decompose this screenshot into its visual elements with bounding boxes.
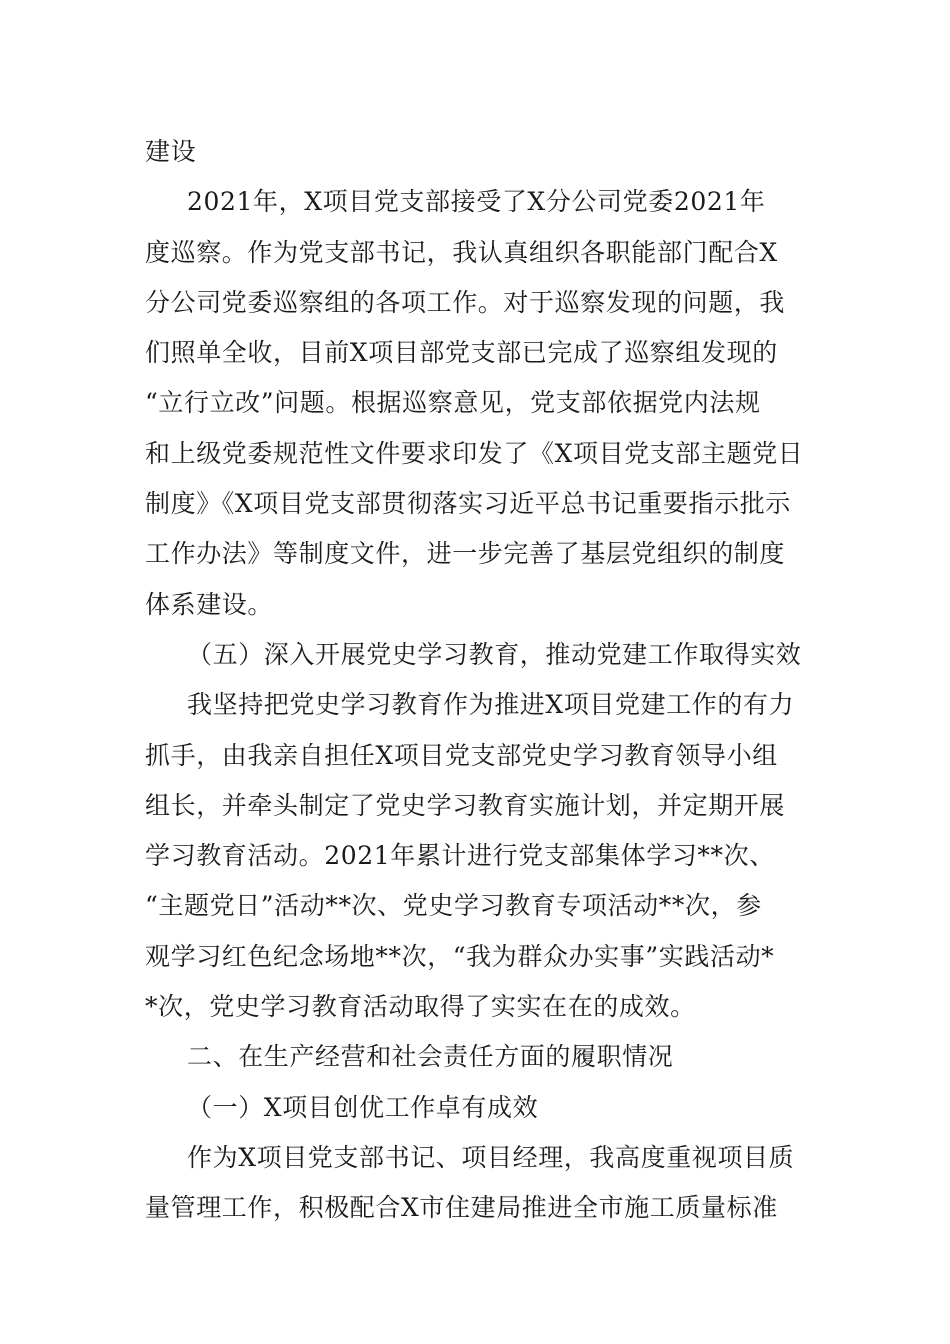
text-line: “立行立改”问题。根据巡察意见，党支部依据党内法规 xyxy=(145,388,761,418)
text-line: 观学习红色纪念场地**次，“我为群众办实事”实践活动* xyxy=(145,941,775,971)
text-line: *次，党史学习教育活动取得了实实在在的成效。 xyxy=(145,992,696,1022)
document-body xyxy=(145,127,805,1234)
text-line: 分公司党委巡察组的各项工作。对于巡察发现的问题，我 xyxy=(145,287,786,317)
text-line: 度巡察。作为党支部书记，我认真组织各职能部门配合X xyxy=(145,237,778,267)
chapter-heading: 二、在生产经营和社会责任方面的履职情况 xyxy=(187,1042,674,1072)
text-line: 组长，并牵头制定了党史学习教育实施计划，并定期开展 xyxy=(145,790,786,820)
text-line: 制度》《X项目党支部贯彻落实习近平总书记重要指示批示 xyxy=(145,489,791,519)
text-line: 建设 xyxy=(145,137,197,166)
text-line: 作为X项目党支部书记、项目经理，我高度重视项目质 xyxy=(187,1142,795,1172)
section-heading: （一）X项目创优工作卓有成效 xyxy=(187,1092,539,1122)
text-line: 量管理工作，积极配合X市住建局推进全市施工质量标准 xyxy=(145,1193,778,1223)
text-line: 工作办法》等制度文件，进一步完善了基层党组织的制度 xyxy=(145,539,786,569)
text-line: 学习教育活动。2021年累计进行党支部集体学习**次、 xyxy=(145,841,775,871)
text-line: 们照单全收，目前X项目部党支部已完成了巡察组发现的 xyxy=(145,338,778,368)
text-line: 和上级党委规范性文件要求印发了《X项目党支部主题党日 xyxy=(145,438,804,468)
text-line: 抓手，由我亲自担任X项目党支部党史学习教育领导小组 xyxy=(145,740,778,770)
text-line: 2021年，X项目党支部接受了X分公司党委2021年 xyxy=(187,187,766,217)
section-heading: （五）深入开展党史学习教育，推动党建工作取得实效 xyxy=(187,639,802,669)
text-line: 体系建设。 xyxy=(145,589,274,619)
text-line: “主题党日”活动**次、党史学习教育专项活动**次，参 xyxy=(145,891,762,921)
text-line: 我坚持把党史学习教育作为推进X项目党建工作的有力 xyxy=(187,690,795,720)
